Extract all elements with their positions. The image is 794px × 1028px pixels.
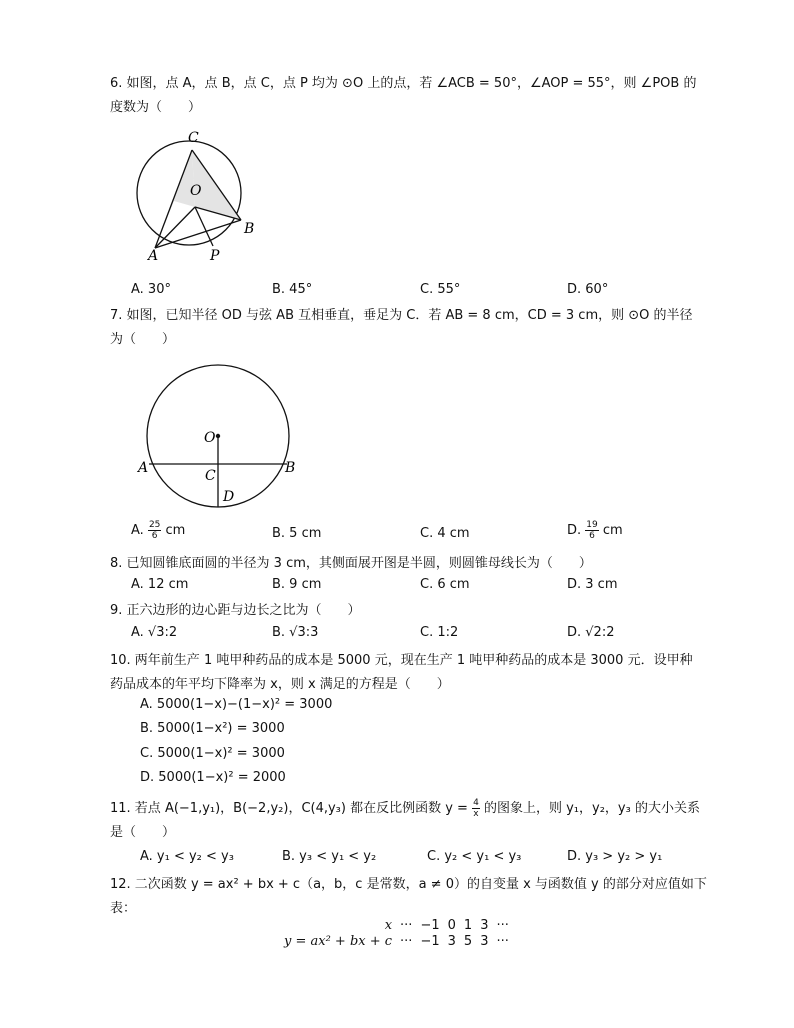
fig6-label-c: C xyxy=(188,130,199,146)
question-11-fraction xyxy=(472,798,480,819)
table-cell: ··· xyxy=(496,918,509,933)
q6-option-a[interactable]: A. 30° xyxy=(131,282,171,297)
question-7 xyxy=(110,304,710,352)
question-10 xyxy=(110,649,710,697)
fig7-label-c: C xyxy=(205,468,216,484)
q8-option-c[interactable]: C. 6 cm xyxy=(420,577,470,592)
table-cell: 0 xyxy=(447,918,456,933)
question-10-stem-line2: 药品成本的年平均下降率为 x，则 x 满足的方程是（ ） xyxy=(110,677,450,692)
q8-option-d[interactable]: D. 3 cm xyxy=(567,577,618,592)
question-6-stem-line1: 6. 如图，点 A，点 B，点 C，点 P 均为 ⊙O 上的点，若 ∠ACB = 50°，∠AOP = 55°，则 ∠POB 的 xyxy=(110,76,697,91)
q7-option-a[interactable] xyxy=(131,520,185,541)
question-11 xyxy=(110,797,710,845)
q9-option-c[interactable]: C. 1:2 xyxy=(420,625,459,640)
q7-option-d-numerator: 19 xyxy=(586,520,598,530)
table-row xyxy=(280,918,513,934)
question-7-stem-line2: 为（ ） xyxy=(110,332,176,347)
fig7-label-b: B xyxy=(285,460,296,476)
table-cell: 3 xyxy=(480,918,489,933)
fig6-label-a: A xyxy=(148,248,159,264)
q7-option-d[interactable] xyxy=(567,520,623,541)
q7-option-a-denominator: 6 xyxy=(151,531,158,541)
question-11-fraction-num: 4 xyxy=(473,798,479,808)
q7-option-c[interactable]: C. 4 cm xyxy=(420,526,470,541)
question-8 xyxy=(110,552,710,576)
question-6-stem-line2: 度数为（ ） xyxy=(110,100,202,115)
q9-option-d[interactable]: D. √2:2 xyxy=(567,625,615,640)
q7-option-d-unit: cm xyxy=(602,523,623,538)
question-7-stem-line1: 7. 如图，已知半径 OD 与弦 AB 互相垂直，垂足为 C．若 AB = 8 cm，CD = 3 cm，则 ⊙O 的半径 xyxy=(110,308,693,323)
fig6-label-p: P xyxy=(210,248,220,264)
question-6-figure xyxy=(130,128,265,268)
table-row xyxy=(280,934,513,950)
question-11-stem-post: 的图象上，则 y₁，y₂，y₃ 的大小关系 xyxy=(483,801,700,816)
question-8-stem: 8. 已知圆锥底面圆的半径为 3 cm，其侧面展开图是半圆，则圆锥母线长为（ ） xyxy=(110,556,592,571)
q7-option-a-numerator: 25 xyxy=(148,520,161,530)
question-12-stem-line1: 12. 二次函数 y = ax² + bx + c（a，b，c 是常数，a ≠ 0）的自变量 x 与函数值 y 的部分对应值如下 xyxy=(110,877,707,892)
question-11-stem-line1 xyxy=(110,797,710,821)
table-cell: −1 xyxy=(420,934,440,949)
q7-option-a-fraction xyxy=(148,520,161,541)
q10-option-c[interactable]: C. 5000(1−x)² = 3000 xyxy=(140,746,285,761)
question-7-figure xyxy=(135,360,305,512)
question-11-stem-pre: 11. 若点 A(−1,y₁)，B(−2,y₂)，C(4,y₃) 都在反比例函数 y = xyxy=(110,801,468,816)
fig7-label-o: O xyxy=(204,430,216,446)
q10-option-b[interactable]: B. 5000(1−x²) = 3000 xyxy=(140,721,285,736)
question-9 xyxy=(110,599,710,623)
q12-value-table xyxy=(280,918,513,950)
q7-option-a-unit: cm xyxy=(165,523,186,538)
q11-option-d[interactable]: D. y₃ > y₂ > y₁ xyxy=(567,849,663,864)
table-cell: 1 xyxy=(463,918,473,933)
table-cell: 3 xyxy=(480,934,489,949)
table-cell: ··· xyxy=(400,918,413,933)
question-10-stem-line1: 10. 两年前生产 1 吨甲种药品的成本是 5000 元，现在生产 1 吨甲种药品的成本是 3000 元．设甲种 xyxy=(110,653,693,668)
question-11-fraction-den: x xyxy=(473,809,479,819)
q11-option-b[interactable]: B. y₃ < y₁ < y₂ xyxy=(282,849,377,864)
q6-option-d[interactable]: D. 60° xyxy=(567,282,609,297)
fig7-label-a: A xyxy=(138,460,149,476)
question-12 xyxy=(110,873,710,921)
fig7-label-d: D xyxy=(223,489,235,505)
q6-option-b[interactable]: B. 45° xyxy=(272,282,313,297)
q11-option-a[interactable]: A. y₁ < y₂ < y₃ xyxy=(140,849,234,864)
question-9-stem: 9. 正六边形的边心距与边长之比为（ ） xyxy=(110,603,361,618)
q8-option-b[interactable]: B. 9 cm xyxy=(272,577,322,592)
question-11-stem-line2: 是（ ） xyxy=(110,825,176,840)
fig6-label-b: B xyxy=(244,221,255,237)
table-cell: ··· xyxy=(496,934,509,949)
q9-option-a[interactable]: A. √3:2 xyxy=(131,625,178,640)
fig6-label-o: O xyxy=(190,183,202,199)
q7-option-b[interactable]: B. 5 cm xyxy=(272,526,322,541)
table-cell: 5 xyxy=(463,934,473,949)
q8-option-a[interactable]: A. 12 cm xyxy=(131,577,189,592)
question-6 xyxy=(110,72,710,120)
q7-option-d-prefix: D. xyxy=(567,523,582,538)
question-12-stem-line2: 表： xyxy=(110,901,137,916)
table-cell: 3 xyxy=(447,934,456,949)
q7-option-a-prefix: A. xyxy=(131,523,144,538)
q7-option-d-fraction xyxy=(585,520,598,541)
table-cell: ··· xyxy=(400,934,413,949)
table-cell: −1 xyxy=(420,918,440,933)
q9-option-b[interactable]: B. √3:3 xyxy=(272,625,319,640)
q11-option-c[interactable]: C. y₂ < y₁ < y₃ xyxy=(427,849,522,864)
q10-option-a[interactable]: A. 5000(1−x)−(1−x)² = 3000 xyxy=(140,697,333,712)
q6-option-c[interactable]: C. 55° xyxy=(420,282,461,297)
q10-option-d[interactable]: D. 5000(1−x)² = 2000 xyxy=(140,770,286,785)
q7-option-d-denominator: 6 xyxy=(589,531,595,541)
table-row-header-y: y = ax² + bx + c xyxy=(284,934,393,949)
table-row-header-x: x xyxy=(384,918,393,933)
